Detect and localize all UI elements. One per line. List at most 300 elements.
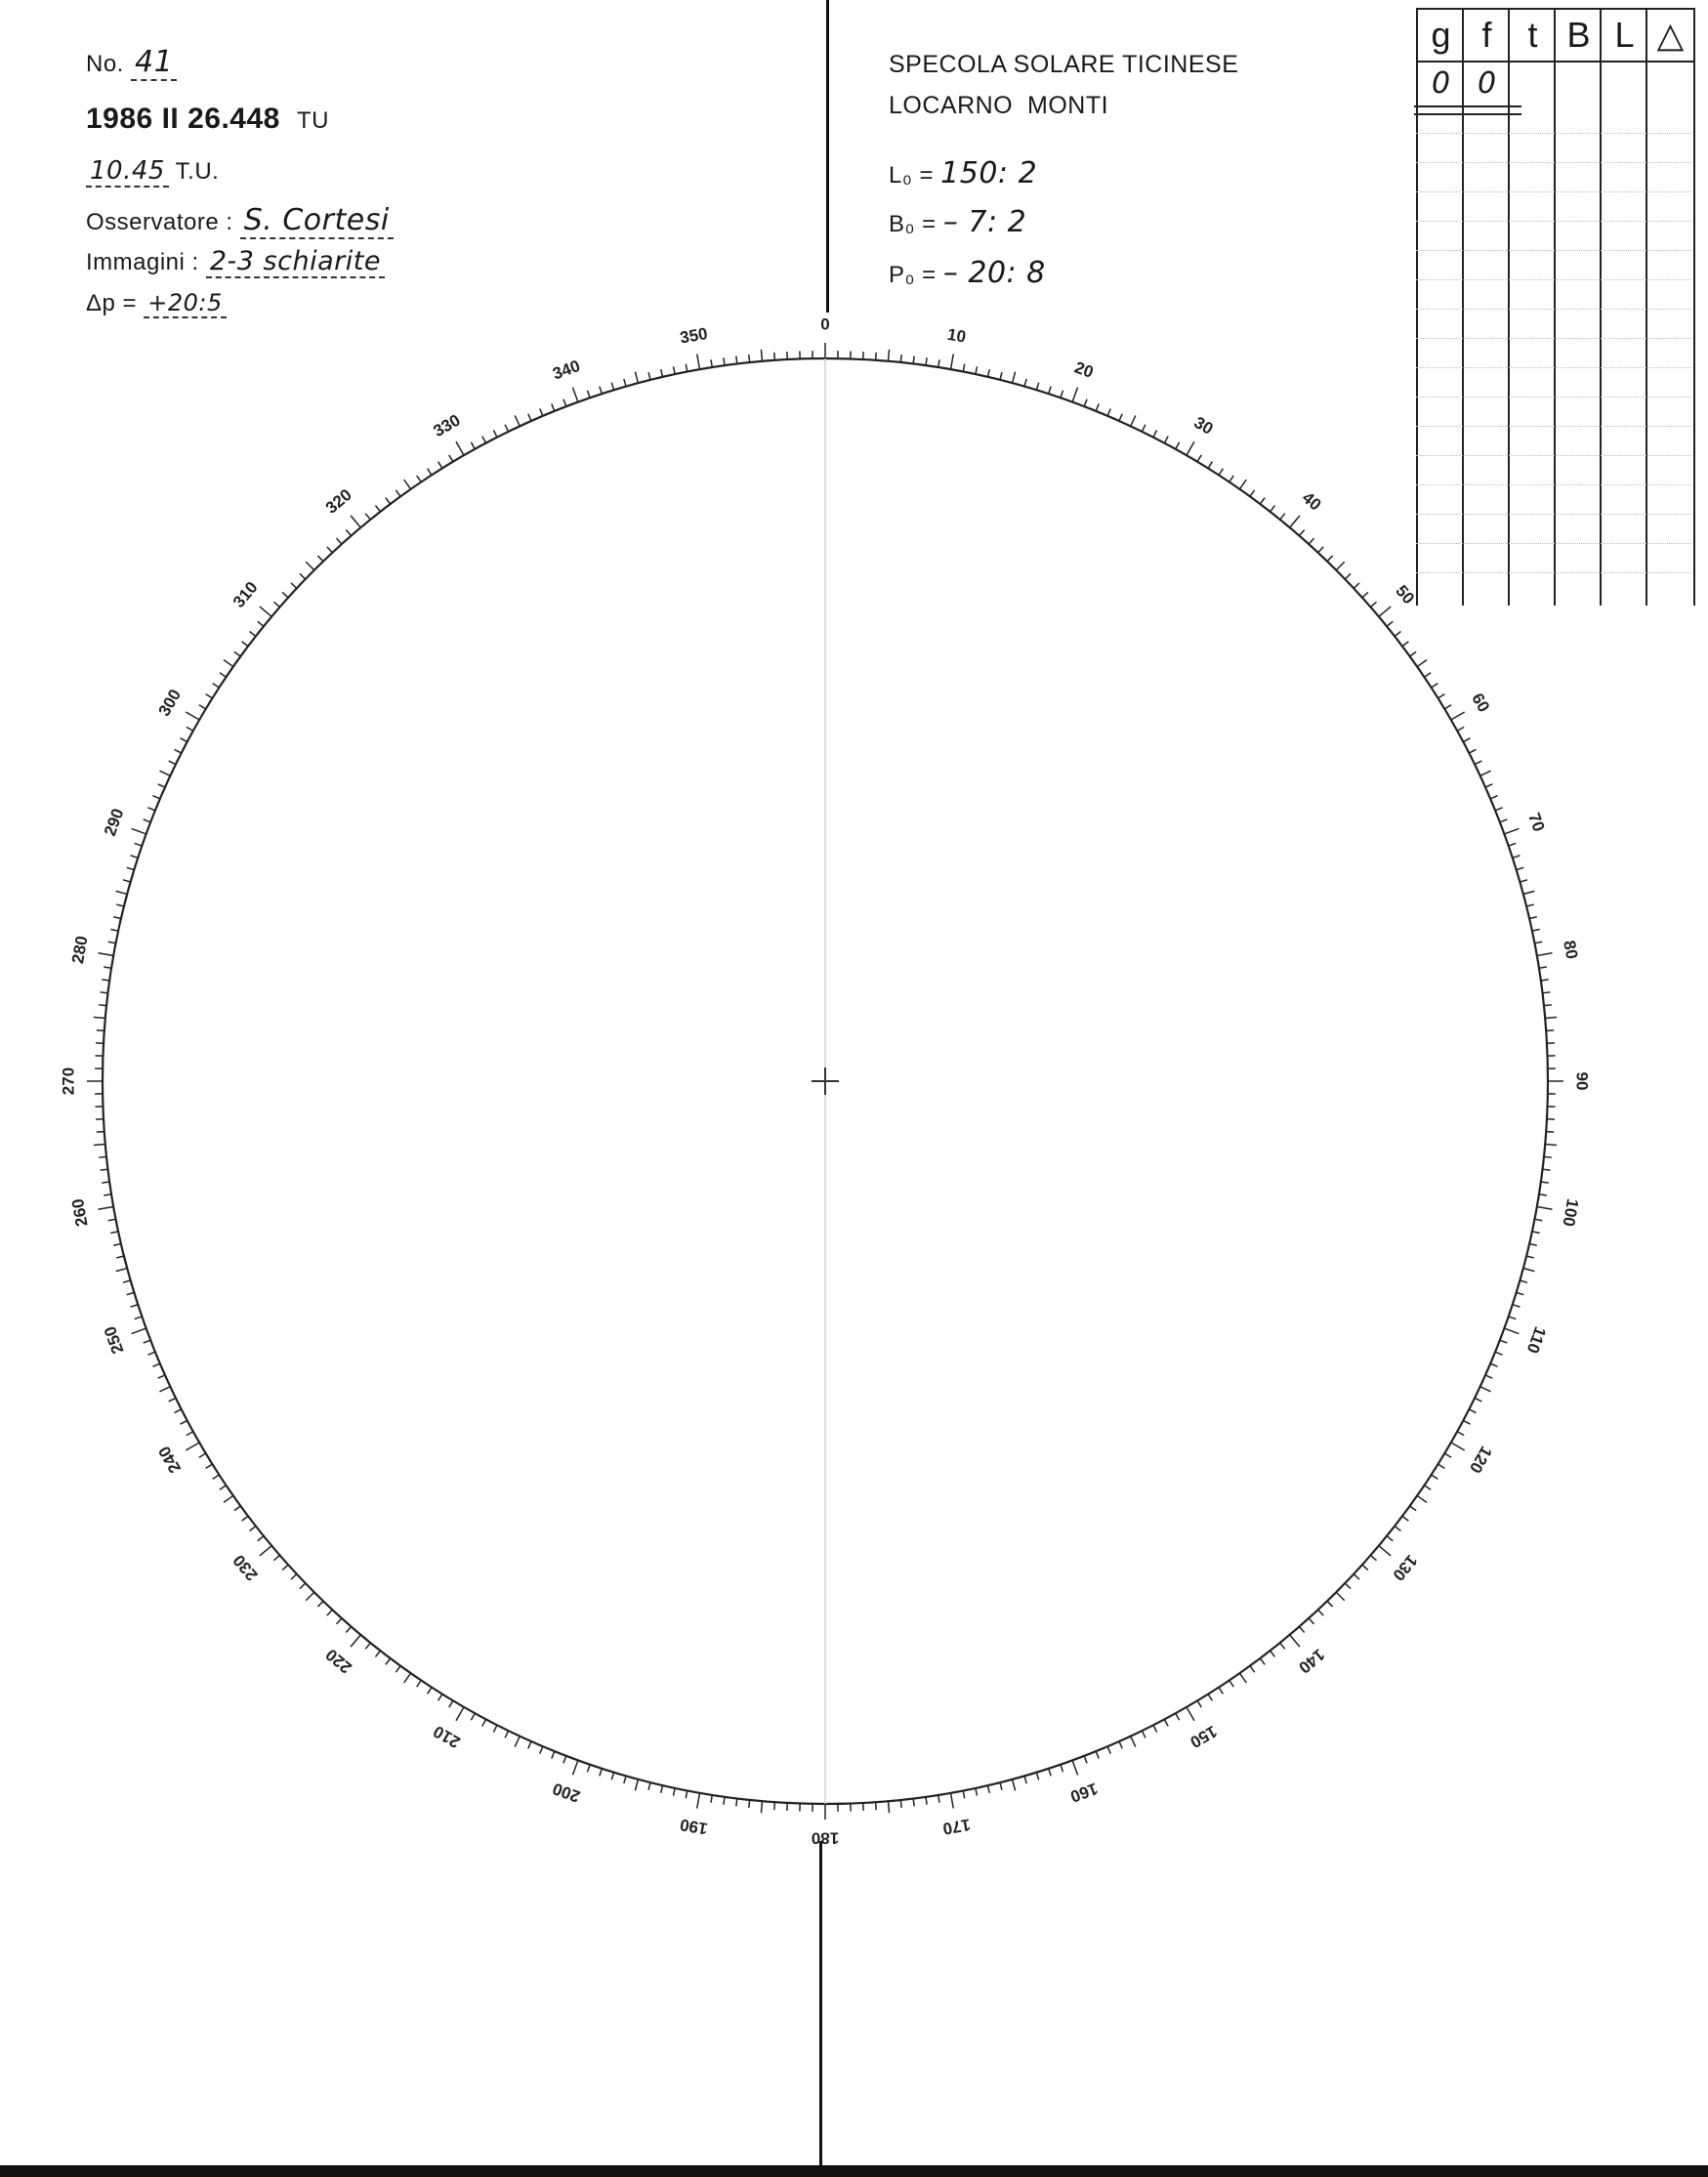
- degree-tick: [365, 1643, 370, 1649]
- degree-tick: [1370, 602, 1376, 607]
- degree-tick: [1410, 1506, 1416, 1511]
- degree-tick: [1084, 399, 1087, 406]
- degree-tick: [417, 1680, 421, 1687]
- degree-tick: [736, 1798, 737, 1806]
- degree-tick: [1490, 796, 1497, 799]
- degree-tick: [260, 607, 271, 616]
- degree-tick: [1336, 562, 1344, 569]
- time-suffix: T.U.: [175, 158, 220, 185]
- degree-tick: [1061, 391, 1063, 398]
- table-header-cell: △: [1647, 8, 1693, 63]
- degree-tick: [1480, 1387, 1491, 1392]
- degree-tick: [300, 573, 306, 579]
- degree-tick: [624, 1776, 626, 1783]
- degree-tick: [528, 1741, 531, 1748]
- degree-tick: [346, 529, 351, 535]
- degree-tick: [147, 808, 154, 811]
- table-header-cell: L: [1602, 8, 1647, 63]
- degree-tick: [273, 602, 279, 607]
- degree-tick: [761, 1801, 762, 1813]
- degree-tick: [1164, 1719, 1168, 1726]
- degree-tick: [99, 1005, 106, 1006]
- degree-tick: [199, 705, 206, 709]
- degree-tick: [528, 414, 531, 421]
- degree-label: 180: [811, 1828, 840, 1848]
- degree-tick: [1142, 1731, 1146, 1737]
- degree-tick: [938, 1795, 939, 1803]
- degree-label: 290: [100, 806, 128, 839]
- degree-tick: [1544, 1156, 1552, 1157]
- degree-tick: [900, 1800, 901, 1808]
- degree-tick: [375, 1651, 380, 1656]
- degree-tick: [1354, 1574, 1359, 1579]
- degree-tick: [1260, 1658, 1265, 1664]
- degree-tick: [1142, 425, 1146, 432]
- degree-tick: [1131, 415, 1136, 426]
- b0-label: B₀ =: [889, 211, 943, 237]
- degree-tick: [1107, 1746, 1110, 1753]
- degree-tick: [187, 1432, 193, 1436]
- degree-tick: [1432, 1475, 1438, 1479]
- degree-tick: [1153, 431, 1157, 438]
- degree-tick: [1539, 967, 1547, 968]
- b0-value: – 7: 2: [942, 205, 1027, 239]
- degree-tick: [1072, 388, 1077, 402]
- degree-tick: [1354, 583, 1359, 588]
- degree-tick: [282, 592, 288, 597]
- degree-tick: [1229, 1680, 1233, 1687]
- degree-label: 30: [1190, 412, 1217, 439]
- degree-tick: [404, 1673, 411, 1683]
- degree-label: 240: [154, 1443, 186, 1477]
- degree-tick: [1513, 856, 1521, 858]
- degree-tick: [1542, 1169, 1550, 1170]
- degree-tick: [1495, 808, 1502, 811]
- degree-tick: [336, 538, 341, 544]
- degree-label: 80: [1560, 939, 1582, 961]
- degree-tick: [1451, 712, 1465, 720]
- degree-tick: [1537, 953, 1553, 956]
- degree-tick: [101, 1169, 108, 1170]
- degree-tick: [1529, 1243, 1537, 1245]
- degree-label: 280: [67, 934, 92, 966]
- degree-tick: [181, 1420, 187, 1424]
- degree-tick: [158, 1375, 165, 1378]
- degree-tick: [234, 651, 240, 656]
- degree-tick: [876, 1802, 877, 1810]
- date-suffix: TU: [297, 107, 330, 134]
- degree-tick: [404, 480, 411, 489]
- images-label: Immagini :: [86, 249, 199, 275]
- degree-tick: [1438, 694, 1445, 698]
- delta-p-value: +20:5: [144, 289, 227, 318]
- degree-tick: [1036, 383, 1038, 391]
- degree-tick: [1290, 1635, 1300, 1647]
- degree-tick: [1000, 372, 1002, 380]
- degree-tick: [471, 442, 475, 449]
- degree-tick: [1345, 1583, 1351, 1589]
- degree-tick: [493, 431, 497, 438]
- degree-tick: [1176, 1713, 1180, 1720]
- degree-tick: [175, 1409, 182, 1413]
- degree-tick: [1219, 1688, 1223, 1695]
- degree-tick: [116, 891, 128, 894]
- degree-tick: [648, 372, 650, 380]
- degree-tick: [1444, 705, 1451, 709]
- degree-tick: [456, 1707, 464, 1721]
- degree-tick: [1024, 379, 1026, 387]
- degree-label: 350: [678, 323, 710, 348]
- degree-tick: [1534, 942, 1542, 943]
- degree-tick: [926, 357, 927, 365]
- degree-tick: [749, 1800, 750, 1808]
- degree-tick: [97, 1030, 104, 1031]
- degree-label: 340: [550, 356, 583, 384]
- table-header-cell: g: [1418, 8, 1464, 63]
- degree-tick: [1490, 1363, 1497, 1366]
- degree-tick: [1013, 372, 1016, 384]
- degree-tick: [950, 354, 953, 369]
- number-label: No.: [86, 51, 124, 77]
- degree-tick: [1546, 1030, 1554, 1031]
- degree-tick: [1280, 1643, 1285, 1649]
- degree-tick: [300, 1583, 306, 1589]
- degree-tick: [749, 355, 750, 362]
- institution-name: SPECOLA SOLARE TICINESE: [889, 51, 1239, 78]
- degree-tick: [94, 1017, 105, 1018]
- degree-tick: [1457, 1432, 1464, 1436]
- degree-tick: [1517, 867, 1524, 869]
- degree-tick: [1402, 642, 1408, 647]
- degree-tick: [1523, 891, 1535, 894]
- degree-label: 190: [678, 1815, 710, 1839]
- degree-tick: [152, 1363, 159, 1366]
- degree-tick: [102, 1182, 109, 1183]
- degree-tick: [98, 953, 113, 956]
- degree-tick: [1024, 1776, 1026, 1783]
- table-header-cell: B: [1556, 8, 1602, 63]
- degree-tick: [1107, 408, 1110, 415]
- degree-tick: [102, 980, 109, 981]
- degree-tick: [1410, 651, 1416, 656]
- degree-tick: [1131, 1737, 1136, 1747]
- degree-tick: [132, 828, 146, 833]
- degree-tick: [563, 1756, 566, 1763]
- degree-tick: [1119, 1741, 1122, 1748]
- date-value: 1986 II 26.448: [86, 103, 280, 135]
- degree-tick: [572, 1760, 577, 1775]
- degree-tick: [1271, 506, 1275, 512]
- degree-label: 170: [940, 1815, 973, 1839]
- table-value-cell: 0: [1431, 66, 1451, 101]
- degree-tick: [976, 366, 978, 374]
- degree-tick: [97, 1132, 104, 1133]
- degree-tick: [950, 1793, 953, 1809]
- degree-tick: [1529, 917, 1537, 919]
- p0-label: P₀ =: [889, 262, 937, 288]
- degree-label: 210: [430, 1721, 464, 1752]
- degree-tick: [1424, 673, 1431, 677]
- degree-tick: [260, 1546, 271, 1556]
- degree-label: 10: [945, 324, 968, 347]
- degree-tick: [1327, 556, 1333, 562]
- degree-tick: [1187, 441, 1194, 455]
- degree-tick: [291, 583, 297, 588]
- degree-tick: [1495, 1352, 1502, 1355]
- degree-tick: [213, 684, 220, 688]
- degree-tick: [199, 1453, 206, 1457]
- degree-tick: [306, 1592, 313, 1600]
- degree-tick: [1362, 592, 1368, 597]
- degree-tick: [572, 388, 577, 402]
- degree-tick: [108, 942, 116, 943]
- degree-tick: [1250, 1666, 1255, 1672]
- degree-tick: [258, 621, 264, 626]
- degree-tick: [327, 547, 332, 553]
- degree-tick: [224, 1495, 233, 1502]
- degree-tick: [1520, 1280, 1527, 1282]
- degree-tick: [158, 784, 165, 787]
- degree-tick: [1084, 1756, 1087, 1763]
- degree-tick: [159, 771, 170, 775]
- degree-tick: [1176, 442, 1180, 449]
- degree-label: 250: [100, 1323, 128, 1357]
- degree-tick: [1280, 514, 1285, 520]
- degree-tick: [110, 1232, 118, 1234]
- degree-tick: [181, 738, 187, 742]
- degree-tick: [375, 506, 380, 512]
- degree-tick: [1532, 929, 1540, 931]
- degree-tick: [159, 1387, 170, 1392]
- degree-tick: [926, 1797, 927, 1805]
- degree-tick: [144, 819, 150, 822]
- degree-tick: [1395, 1527, 1400, 1531]
- degree-tick: [186, 712, 199, 720]
- degree-tick: [635, 1779, 638, 1791]
- degree-tick: [913, 356, 914, 364]
- degree-tick: [648, 1782, 650, 1790]
- institution-location: LOCARNO MONTI: [889, 92, 1109, 119]
- degree-tick: [250, 1527, 256, 1531]
- degree-tick: [1504, 828, 1519, 833]
- degree-tick: [1475, 1398, 1481, 1402]
- degree-tick: [234, 1506, 240, 1511]
- degree-tick: [1049, 387, 1051, 395]
- p0-value: – 20: 8: [942, 256, 1046, 290]
- degree-label: 310: [229, 577, 262, 611]
- degree-tick: [563, 399, 566, 406]
- degree-tick: [396, 1666, 400, 1672]
- degree-tick: [1239, 1673, 1246, 1683]
- degree-tick: [505, 425, 509, 432]
- degree-tick: [101, 992, 108, 993]
- degree-tick: [104, 1194, 111, 1195]
- degree-tick: [1402, 1516, 1408, 1521]
- degree-tick: [1500, 1340, 1507, 1343]
- degree-tick: [99, 1156, 106, 1157]
- time-value: 10.45: [86, 156, 169, 188]
- degree-tick: [1469, 1409, 1476, 1413]
- degree-tick: [147, 1352, 154, 1355]
- delta-p-label: Δp =: [86, 290, 138, 316]
- degree-tick: [1379, 1546, 1391, 1556]
- degree-tick: [1438, 1464, 1445, 1468]
- degree-tick: [1013, 1779, 1016, 1791]
- degree-tick: [346, 1626, 351, 1632]
- degree-tick: [144, 1340, 150, 1343]
- degree-tick: [1208, 462, 1212, 469]
- degree-tick: [428, 1688, 432, 1695]
- degree-tick: [282, 1565, 288, 1570]
- degree-tick: [493, 1725, 497, 1732]
- degree-label: 110: [1522, 1323, 1550, 1357]
- degree-label: 200: [550, 1779, 583, 1807]
- degree-label: 70: [1524, 810, 1549, 835]
- degree-tick: [913, 1798, 914, 1806]
- degree-tick: [1451, 1443, 1465, 1450]
- degree-tick: [1541, 980, 1549, 981]
- degree-tick: [1500, 819, 1507, 822]
- degree-tick: [1463, 1420, 1470, 1424]
- degree-tick: [104, 967, 111, 968]
- degree-tick: [365, 514, 370, 520]
- degree-tick: [1463, 738, 1470, 742]
- degree-label: 130: [1389, 1551, 1422, 1585]
- degree-tick: [1469, 749, 1476, 753]
- degree-tick: [1526, 904, 1534, 906]
- degree-tick: [175, 749, 182, 753]
- degree-label: 230: [229, 1551, 262, 1585]
- degree-tick: [1424, 1486, 1431, 1489]
- degree-tick: [1475, 761, 1481, 765]
- degree-tick: [697, 354, 700, 369]
- degree-tick: [888, 1801, 889, 1813]
- degree-tick: [724, 1797, 725, 1805]
- degree-tick: [327, 1610, 332, 1615]
- degree-tick: [1417, 1495, 1427, 1502]
- degree-label: 140: [1295, 1645, 1329, 1678]
- degree-tick: [1509, 1317, 1517, 1319]
- degree-tick: [600, 1769, 602, 1777]
- degree-label: 150: [1187, 1721, 1221, 1752]
- degree-label: 60: [1468, 690, 1494, 716]
- degree-tick: [1119, 414, 1122, 421]
- degree-tick: [110, 929, 118, 931]
- degree-tick: [963, 1790, 965, 1798]
- degree-tick: [438, 1695, 442, 1701]
- degree-tick: [1072, 1760, 1077, 1775]
- degree-tick: [186, 1443, 199, 1450]
- degree-tick: [515, 1737, 520, 1747]
- degree-tick: [317, 556, 323, 562]
- degree-tick: [505, 1731, 509, 1737]
- degree-tick: [482, 1719, 486, 1726]
- degree-tick: [774, 353, 775, 360]
- degree-tick: [963, 364, 965, 372]
- degree-tick: [273, 1555, 279, 1560]
- degree-tick: [438, 462, 442, 469]
- degree-tick: [1485, 784, 1492, 787]
- degree-tick: [306, 562, 313, 569]
- degree-tick: [1336, 1592, 1344, 1600]
- degree-tick: [386, 498, 391, 504]
- degree-tick: [131, 1305, 139, 1307]
- degree-tick: [876, 353, 877, 360]
- degree-label: 220: [321, 1645, 355, 1678]
- degree-tick: [1197, 1700, 1201, 1707]
- degree-tick: [673, 1788, 675, 1796]
- degree-tick: [317, 1601, 323, 1607]
- degree-tick: [635, 372, 638, 384]
- degree-tick: [540, 1746, 543, 1753]
- degree-tick: [242, 1516, 248, 1521]
- degree-tick: [711, 1795, 712, 1803]
- degree-tick: [113, 917, 121, 919]
- degree-tick: [1432, 684, 1438, 688]
- degree-label: 20: [1071, 357, 1097, 382]
- degree-tick: [624, 379, 626, 387]
- degree-tick: [1208, 1695, 1212, 1701]
- degree-tick: [417, 476, 421, 482]
- degree-tick: [540, 408, 543, 415]
- degree-tick: [1532, 1232, 1540, 1234]
- degree-tick: [1036, 1773, 1038, 1780]
- degree-label: 0: [820, 314, 830, 334]
- degree-tick: [987, 1785, 989, 1793]
- degree-tick: [900, 355, 901, 362]
- degree-tick: [1526, 1256, 1534, 1258]
- degree-tick: [1485, 1375, 1492, 1378]
- degree-tick: [396, 490, 400, 496]
- degree-tick: [1387, 1536, 1393, 1541]
- degree-tick: [135, 843, 143, 846]
- degree-tick: [351, 1635, 360, 1647]
- degree-tick: [1318, 547, 1323, 553]
- degree-tick: [552, 1751, 555, 1758]
- degree-tick: [1545, 1017, 1557, 1018]
- degree-tick: [1318, 1610, 1323, 1615]
- degree-tick: [774, 1802, 775, 1810]
- degree-tick: [116, 1269, 128, 1272]
- degree-tick: [152, 796, 159, 799]
- degree-tick: [351, 516, 360, 527]
- degree-tick: [661, 369, 663, 377]
- degree-tick: [1299, 1626, 1304, 1632]
- degree-tick: [1153, 1725, 1157, 1732]
- degree-label: 270: [59, 1067, 78, 1096]
- degree-tick: [224, 660, 233, 667]
- degree-tick: [386, 1658, 391, 1664]
- degree-label: 120: [1465, 1443, 1496, 1477]
- degree-tick: [135, 1317, 143, 1319]
- degree-tick: [1523, 1269, 1535, 1272]
- degree-label: 160: [1067, 1779, 1101, 1807]
- degree-tick: [123, 1280, 131, 1282]
- degree-tick: [471, 1713, 475, 1720]
- degree-tick: [1000, 1782, 1002, 1790]
- degree-tick: [1197, 455, 1201, 462]
- degree-tick: [587, 391, 590, 398]
- degree-tick: [1546, 1132, 1554, 1133]
- degree-label: 260: [67, 1196, 92, 1229]
- degree-tick: [761, 350, 762, 361]
- degree-tick: [98, 1206, 113, 1209]
- degree-tick: [1444, 1453, 1451, 1457]
- degree-tick: [697, 1793, 700, 1809]
- degree-tick: [611, 1773, 613, 1780]
- degree-tick: [428, 469, 432, 476]
- degree-tick: [587, 1765, 590, 1773]
